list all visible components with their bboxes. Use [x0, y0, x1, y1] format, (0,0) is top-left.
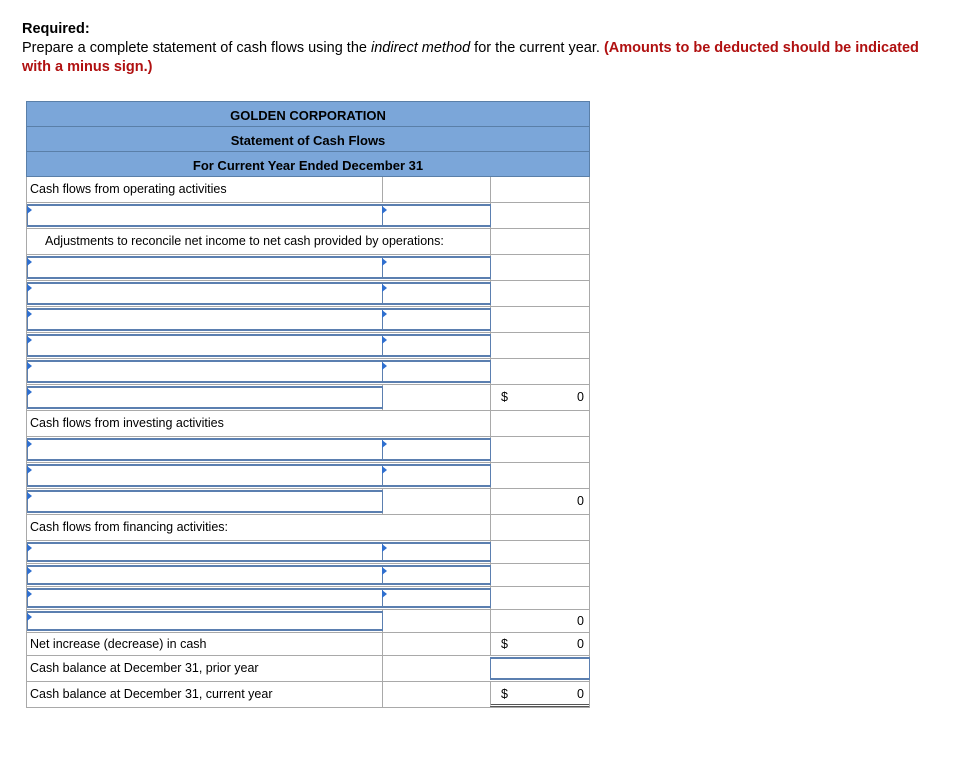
- dropdown-arrow-icon: [27, 206, 32, 214]
- current-balance-value: 0: [577, 687, 584, 701]
- adjustments-label: Adjustments to reconcile net income to net cash provided by operations:: [45, 234, 444, 248]
- instruction-note: (Amounts to be deducted should be indicated with a minus sign.): [22, 40, 919, 75]
- dropdown-arrow-icon: [27, 336, 32, 344]
- operating-total-label-dropdown[interactable]: [27, 386, 383, 409]
- financing-amount-input[interactable]: [382, 588, 491, 608]
- operating-header: Cash flows from operating activities: [30, 182, 227, 196]
- adjustment-label-dropdown[interactable]: [27, 360, 383, 383]
- adjustment-amount-input[interactable]: [382, 308, 491, 331]
- adjustment-label-dropdown[interactable]: [27, 334, 383, 357]
- prior-balance-input[interactable]: [490, 657, 590, 680]
- adjustment-row: [26, 307, 590, 333]
- dropdown-arrow-icon: [382, 590, 387, 598]
- dropdown-arrow-icon: [382, 362, 387, 370]
- operating-total: 0: [577, 390, 584, 404]
- adjustment-row: [26, 255, 590, 281]
- investing-label-dropdown[interactable]: [27, 464, 383, 487]
- company-name: GOLDEN CORPORATION: [26, 101, 590, 126]
- statement-title: Statement of Cash Flows: [26, 126, 590, 151]
- investing-header: Cash flows from investing activities: [30, 416, 224, 430]
- dropdown-arrow-icon: [382, 258, 387, 266]
- prior-balance-row: [26, 656, 590, 682]
- adjustment-row: [26, 333, 590, 359]
- dropdown-arrow-icon: [27, 258, 32, 266]
- adjustment-row: [26, 359, 590, 385]
- dropdown-arrow-icon: [27, 388, 32, 396]
- currency-symbol: $: [501, 390, 508, 404]
- financing-total-row: [26, 610, 590, 633]
- dropdown-arrow-icon: [382, 440, 387, 448]
- adjustment-label-dropdown[interactable]: [27, 256, 383, 279]
- financing-total-label-dropdown[interactable]: [27, 611, 383, 631]
- adjustments-row: [26, 229, 590, 255]
- instruction-text: [22, 39, 937, 77]
- investing-total: 0: [577, 494, 584, 508]
- dropdown-arrow-icon: [382, 567, 387, 575]
- operating-total-row: [26, 385, 590, 411]
- investing-total-row: [26, 489, 590, 515]
- instructions: [22, 20, 937, 77]
- dropdown-arrow-icon: [27, 362, 32, 370]
- dropdown-arrow-icon: [382, 284, 387, 292]
- dropdown-arrow-icon: [382, 310, 387, 318]
- financing-header-row: [26, 515, 590, 541]
- financing-header: Cash flows from financing activities:: [30, 520, 228, 534]
- adjustment-amount-input[interactable]: [382, 256, 491, 279]
- investing-amount-input[interactable]: [382, 464, 491, 487]
- dropdown-arrow-icon: [27, 284, 32, 292]
- financing-label-dropdown[interactable]: [27, 565, 383, 585]
- current-balance-row: [26, 682, 590, 708]
- statement-period: For Current Year Ended December 31: [26, 151, 590, 177]
- financing-row: [26, 541, 590, 564]
- required-label: Required:: [22, 21, 90, 37]
- dropdown-arrow-icon: [382, 336, 387, 344]
- adjustment-amount-input[interactable]: [382, 334, 491, 357]
- investing-row: [26, 463, 590, 489]
- prior-balance-label: Cash balance at December 31, prior year: [30, 661, 259, 675]
- financing-row: [26, 587, 590, 610]
- dropdown-arrow-icon: [27, 613, 32, 621]
- financing-amount-input[interactable]: [382, 565, 491, 585]
- dropdown-arrow-icon: [27, 492, 32, 500]
- adjustment-amount-input[interactable]: [382, 360, 491, 383]
- investing-header-row: [26, 411, 590, 437]
- investing-total-label-dropdown[interactable]: [27, 490, 383, 513]
- instruction-method: indirect method: [371, 40, 471, 56]
- current-balance-label: Cash balance at December 31, current year: [30, 687, 273, 701]
- net-income-row: [26, 203, 590, 229]
- dropdown-arrow-icon: [382, 206, 387, 214]
- financing-amount-input[interactable]: [382, 542, 491, 562]
- dropdown-arrow-icon: [27, 567, 32, 575]
- currency-symbol: $: [501, 637, 508, 651]
- financing-total: 0: [577, 614, 584, 628]
- financing-label-dropdown[interactable]: [27, 588, 383, 608]
- investing-row: [26, 437, 590, 463]
- net-income-label-dropdown[interactable]: [27, 204, 383, 227]
- currency-symbol: $: [501, 687, 508, 701]
- adjustment-row: [26, 281, 590, 307]
- net-change-label: Net increase (decrease) in cash: [30, 637, 207, 651]
- instruction-part1: Prepare a complete statement of cash flows using the: [22, 40, 371, 56]
- adjustment-label-dropdown[interactable]: [27, 282, 383, 305]
- dropdown-arrow-icon: [27, 440, 32, 448]
- dropdown-arrow-icon: [382, 466, 387, 474]
- investing-label-dropdown[interactable]: [27, 438, 383, 461]
- operating-header-row: [26, 177, 590, 203]
- adjustment-amount-input[interactable]: [382, 282, 491, 305]
- net-income-amount-input[interactable]: [382, 204, 491, 227]
- investing-amount-input[interactable]: [382, 438, 491, 461]
- net-change-row: [26, 633, 590, 656]
- financing-label-dropdown[interactable]: [27, 542, 383, 562]
- instruction-part2: for the current year.: [470, 40, 604, 56]
- cash-flow-statement: [26, 101, 590, 708]
- adjustment-label-dropdown[interactable]: [27, 308, 383, 331]
- dropdown-arrow-icon: [27, 466, 32, 474]
- dropdown-arrow-icon: [382, 544, 387, 552]
- financing-row: [26, 564, 590, 587]
- dropdown-arrow-icon: [27, 310, 32, 318]
- dropdown-arrow-icon: [27, 544, 32, 552]
- net-change-value: 0: [577, 637, 584, 651]
- dropdown-arrow-icon: [27, 590, 32, 598]
